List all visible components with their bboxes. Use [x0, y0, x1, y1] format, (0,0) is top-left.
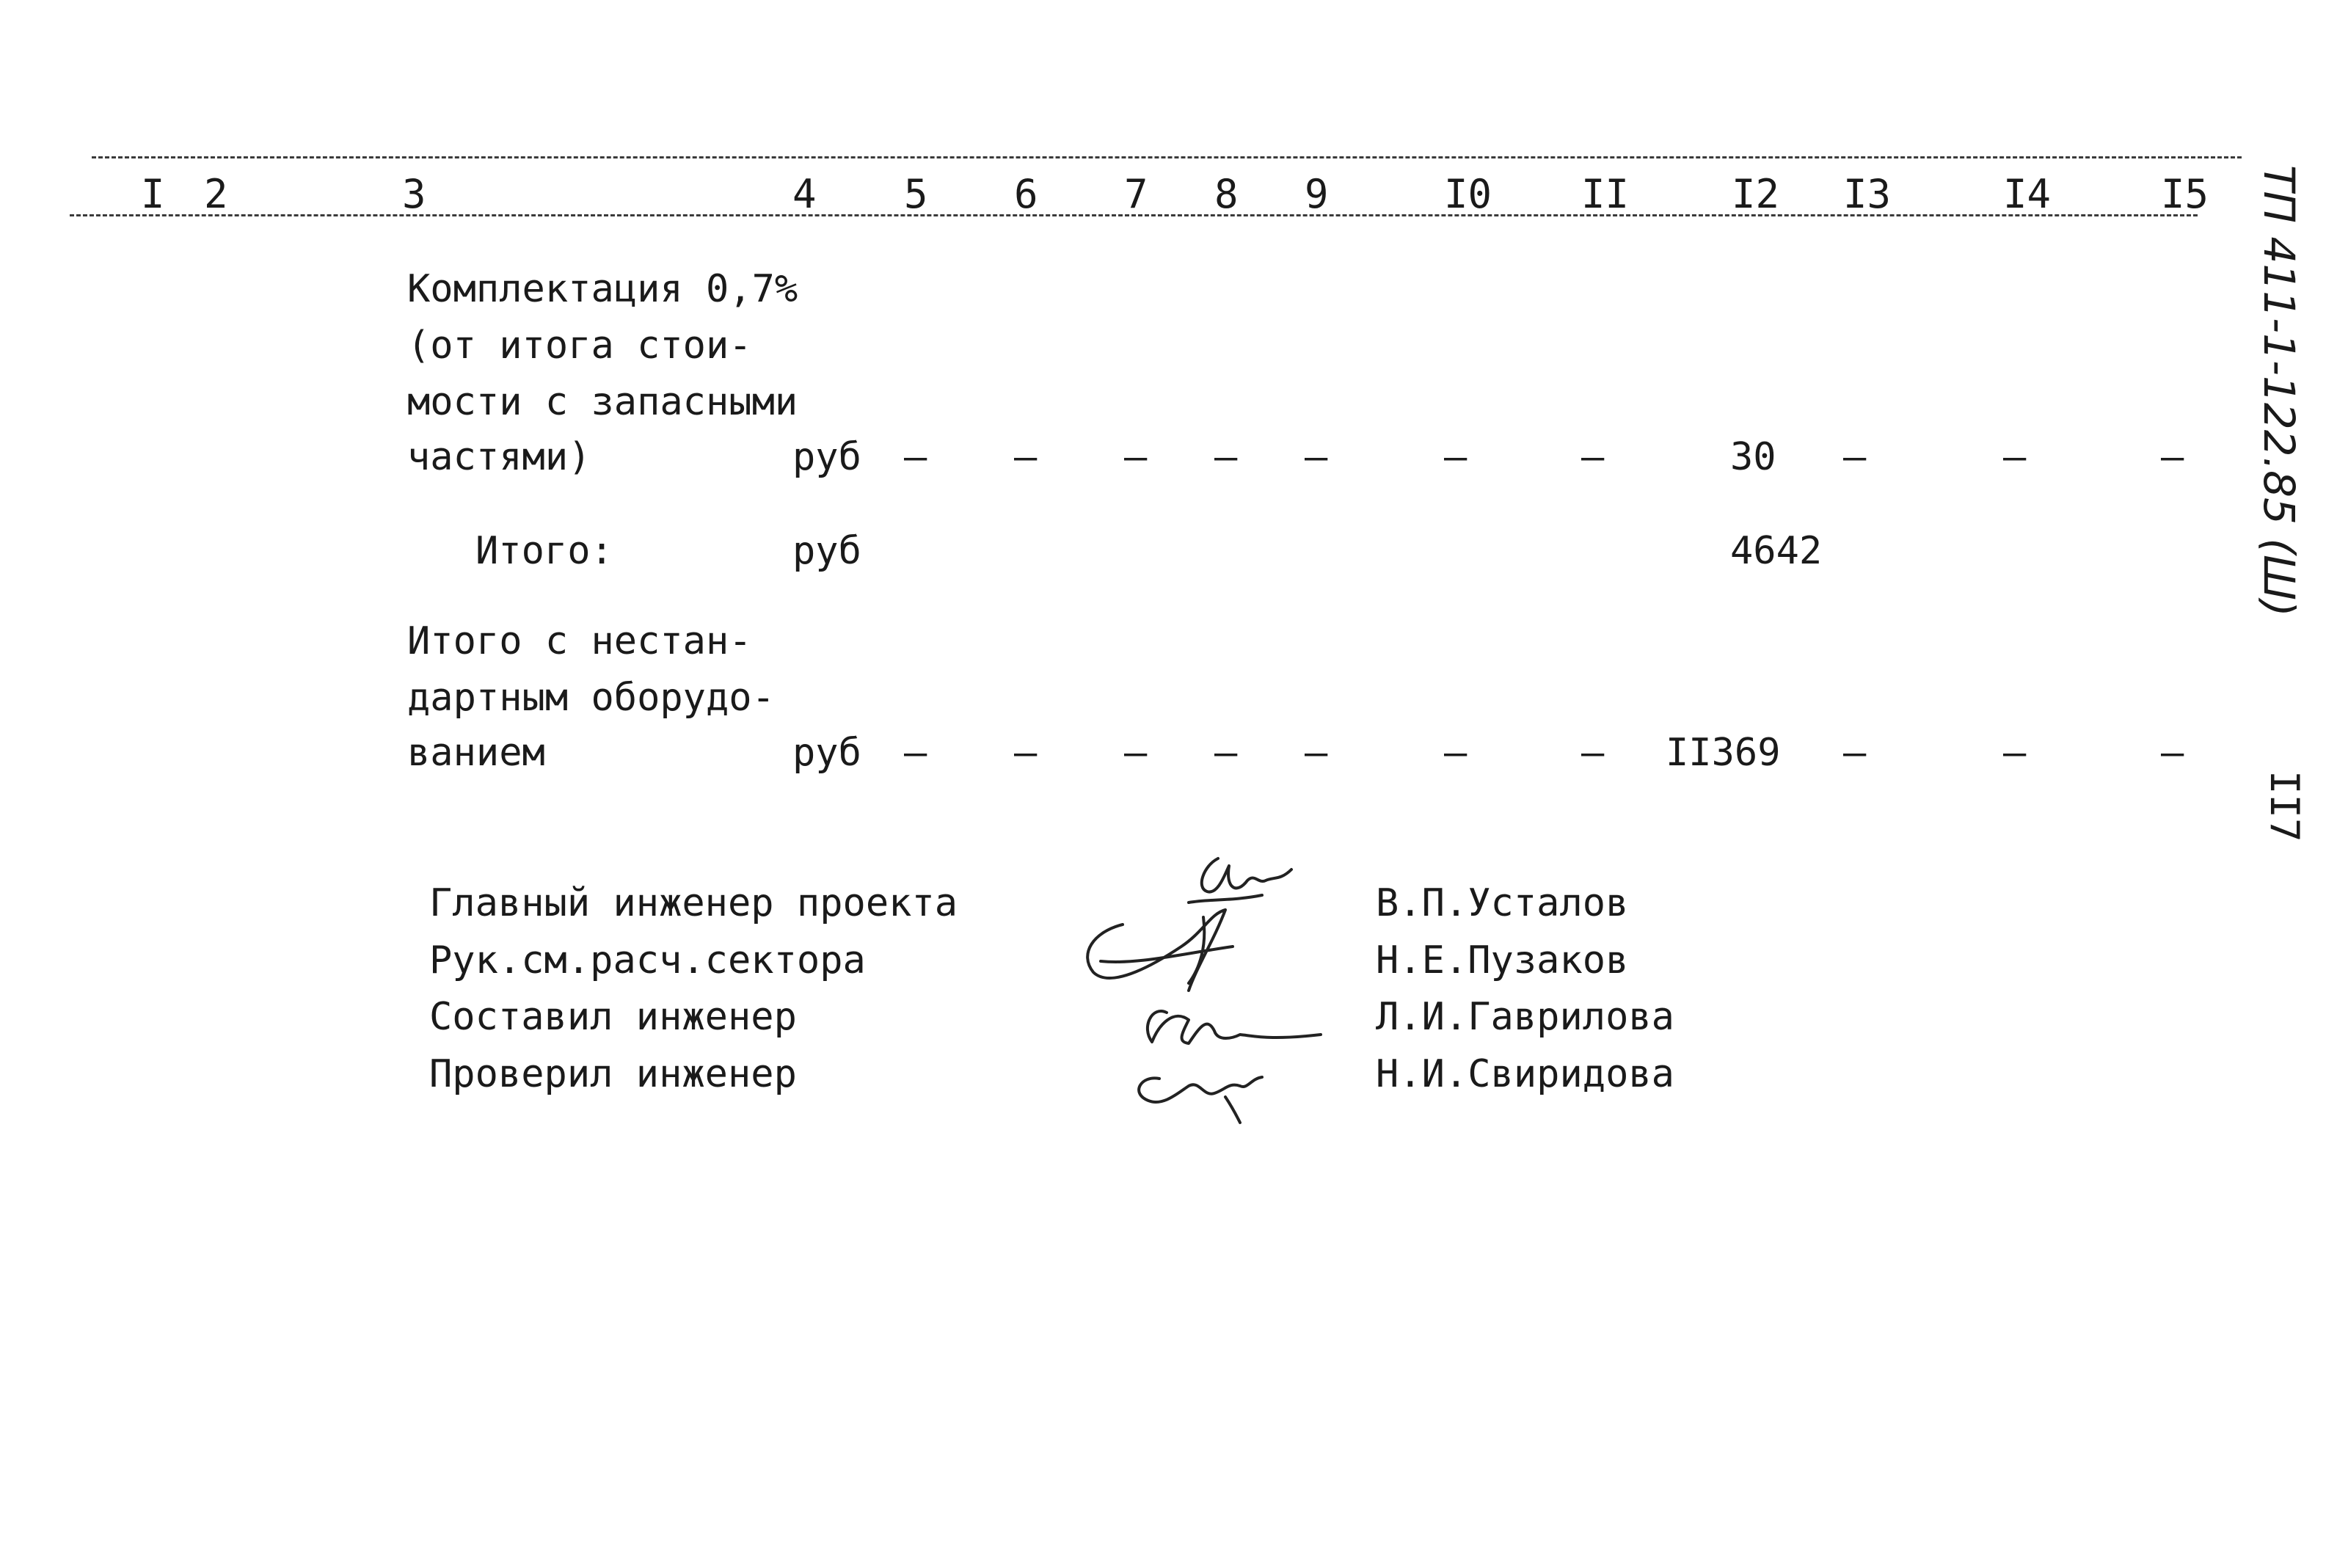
- dash-cell: –: [904, 731, 927, 775]
- column-number: 4: [792, 171, 817, 217]
- dash-cell: –: [1014, 435, 1038, 479]
- signer-role: Рук.см.расч.сектора: [429, 938, 866, 982]
- header-top-rule: [92, 156, 2242, 158]
- row-name-line: частями): [407, 435, 591, 479]
- dash-cell: –: [1124, 435, 1148, 479]
- dash-cell: –: [1581, 435, 1605, 479]
- column-number: 7: [1124, 171, 1148, 217]
- column-number: I5: [2161, 171, 2209, 217]
- column-number: 5: [904, 171, 928, 217]
- row-name-line: (от итога стои-: [407, 324, 752, 368]
- column-number: I: [141, 171, 165, 217]
- dash-cell: –: [1843, 731, 1867, 775]
- column-number: 9: [1305, 171, 1329, 217]
- row-name-line: ванием: [407, 731, 545, 775]
- column-number: I2: [1732, 171, 1780, 217]
- column-number: I4: [2003, 171, 2052, 217]
- signer-role: Составил инженер: [429, 995, 797, 1039]
- dash-cell: –: [1843, 435, 1867, 479]
- dash-cell: –: [1444, 435, 1468, 479]
- dash-cell: –: [2161, 731, 2184, 775]
- dash-cell: –: [1444, 731, 1468, 775]
- column-number: 2: [204, 171, 228, 217]
- dash-cell: –: [2161, 435, 2184, 479]
- dash-cell: –: [1581, 731, 1605, 775]
- column-number: 6: [1014, 171, 1038, 217]
- signature-puzakov: [1087, 910, 1233, 991]
- page-number: II7: [2261, 770, 2308, 842]
- signer-name: Н.И.Свиридова: [1376, 1052, 1674, 1096]
- dash-cell: –: [2003, 435, 2027, 479]
- dash-cell: –: [1214, 435, 1238, 479]
- row-unit: руб: [792, 529, 861, 573]
- row-name-line: Комплектация 0,7%: [407, 267, 798, 311]
- dash-cell: –: [1305, 731, 1328, 775]
- column-number: 8: [1214, 171, 1239, 217]
- column-number: II: [1581, 171, 1630, 217]
- row-value: II369: [1666, 731, 1781, 775]
- dash-cell: –: [1014, 731, 1038, 775]
- row-value: 30: [1730, 435, 1776, 479]
- signer-name: Н.Е.Пузаков: [1376, 938, 1629, 982]
- handwritten-signatures: [1079, 844, 1357, 1123]
- row-name-line: Итого с нестан-: [407, 619, 752, 663]
- row-unit: руб: [792, 435, 861, 479]
- column-number: I3: [1843, 171, 1892, 217]
- row-name-line: дартным оборудо-: [407, 676, 775, 720]
- dash-cell: –: [1305, 435, 1328, 479]
- signature-sviridova: [1139, 1077, 1262, 1123]
- signature-ustalov: [1189, 858, 1291, 902]
- column-number: I0: [1444, 171, 1492, 217]
- row-value: 4642: [1730, 529, 1823, 573]
- signer-role: Проверил инженер: [429, 1052, 797, 1096]
- dash-cell: –: [2003, 731, 2027, 775]
- signer-name: В.П.Усталов: [1376, 881, 1629, 925]
- signer-role: Главный инженер проекта: [429, 881, 958, 925]
- signature-gavrilova: [1148, 1011, 1321, 1043]
- dash-cell: –: [904, 435, 927, 479]
- row-unit: руб: [792, 731, 861, 775]
- document-code: ТП 411-1-122.85 (Ш): [2254, 165, 2304, 617]
- dash-cell: –: [1124, 731, 1148, 775]
- row-name: Итого:: [475, 529, 613, 573]
- signer-name: Л.И.Гаврилова: [1376, 995, 1674, 1039]
- dash-cell: –: [1214, 731, 1238, 775]
- column-number: 3: [402, 171, 426, 217]
- row-name-line: мости с запасными: [407, 380, 798, 424]
